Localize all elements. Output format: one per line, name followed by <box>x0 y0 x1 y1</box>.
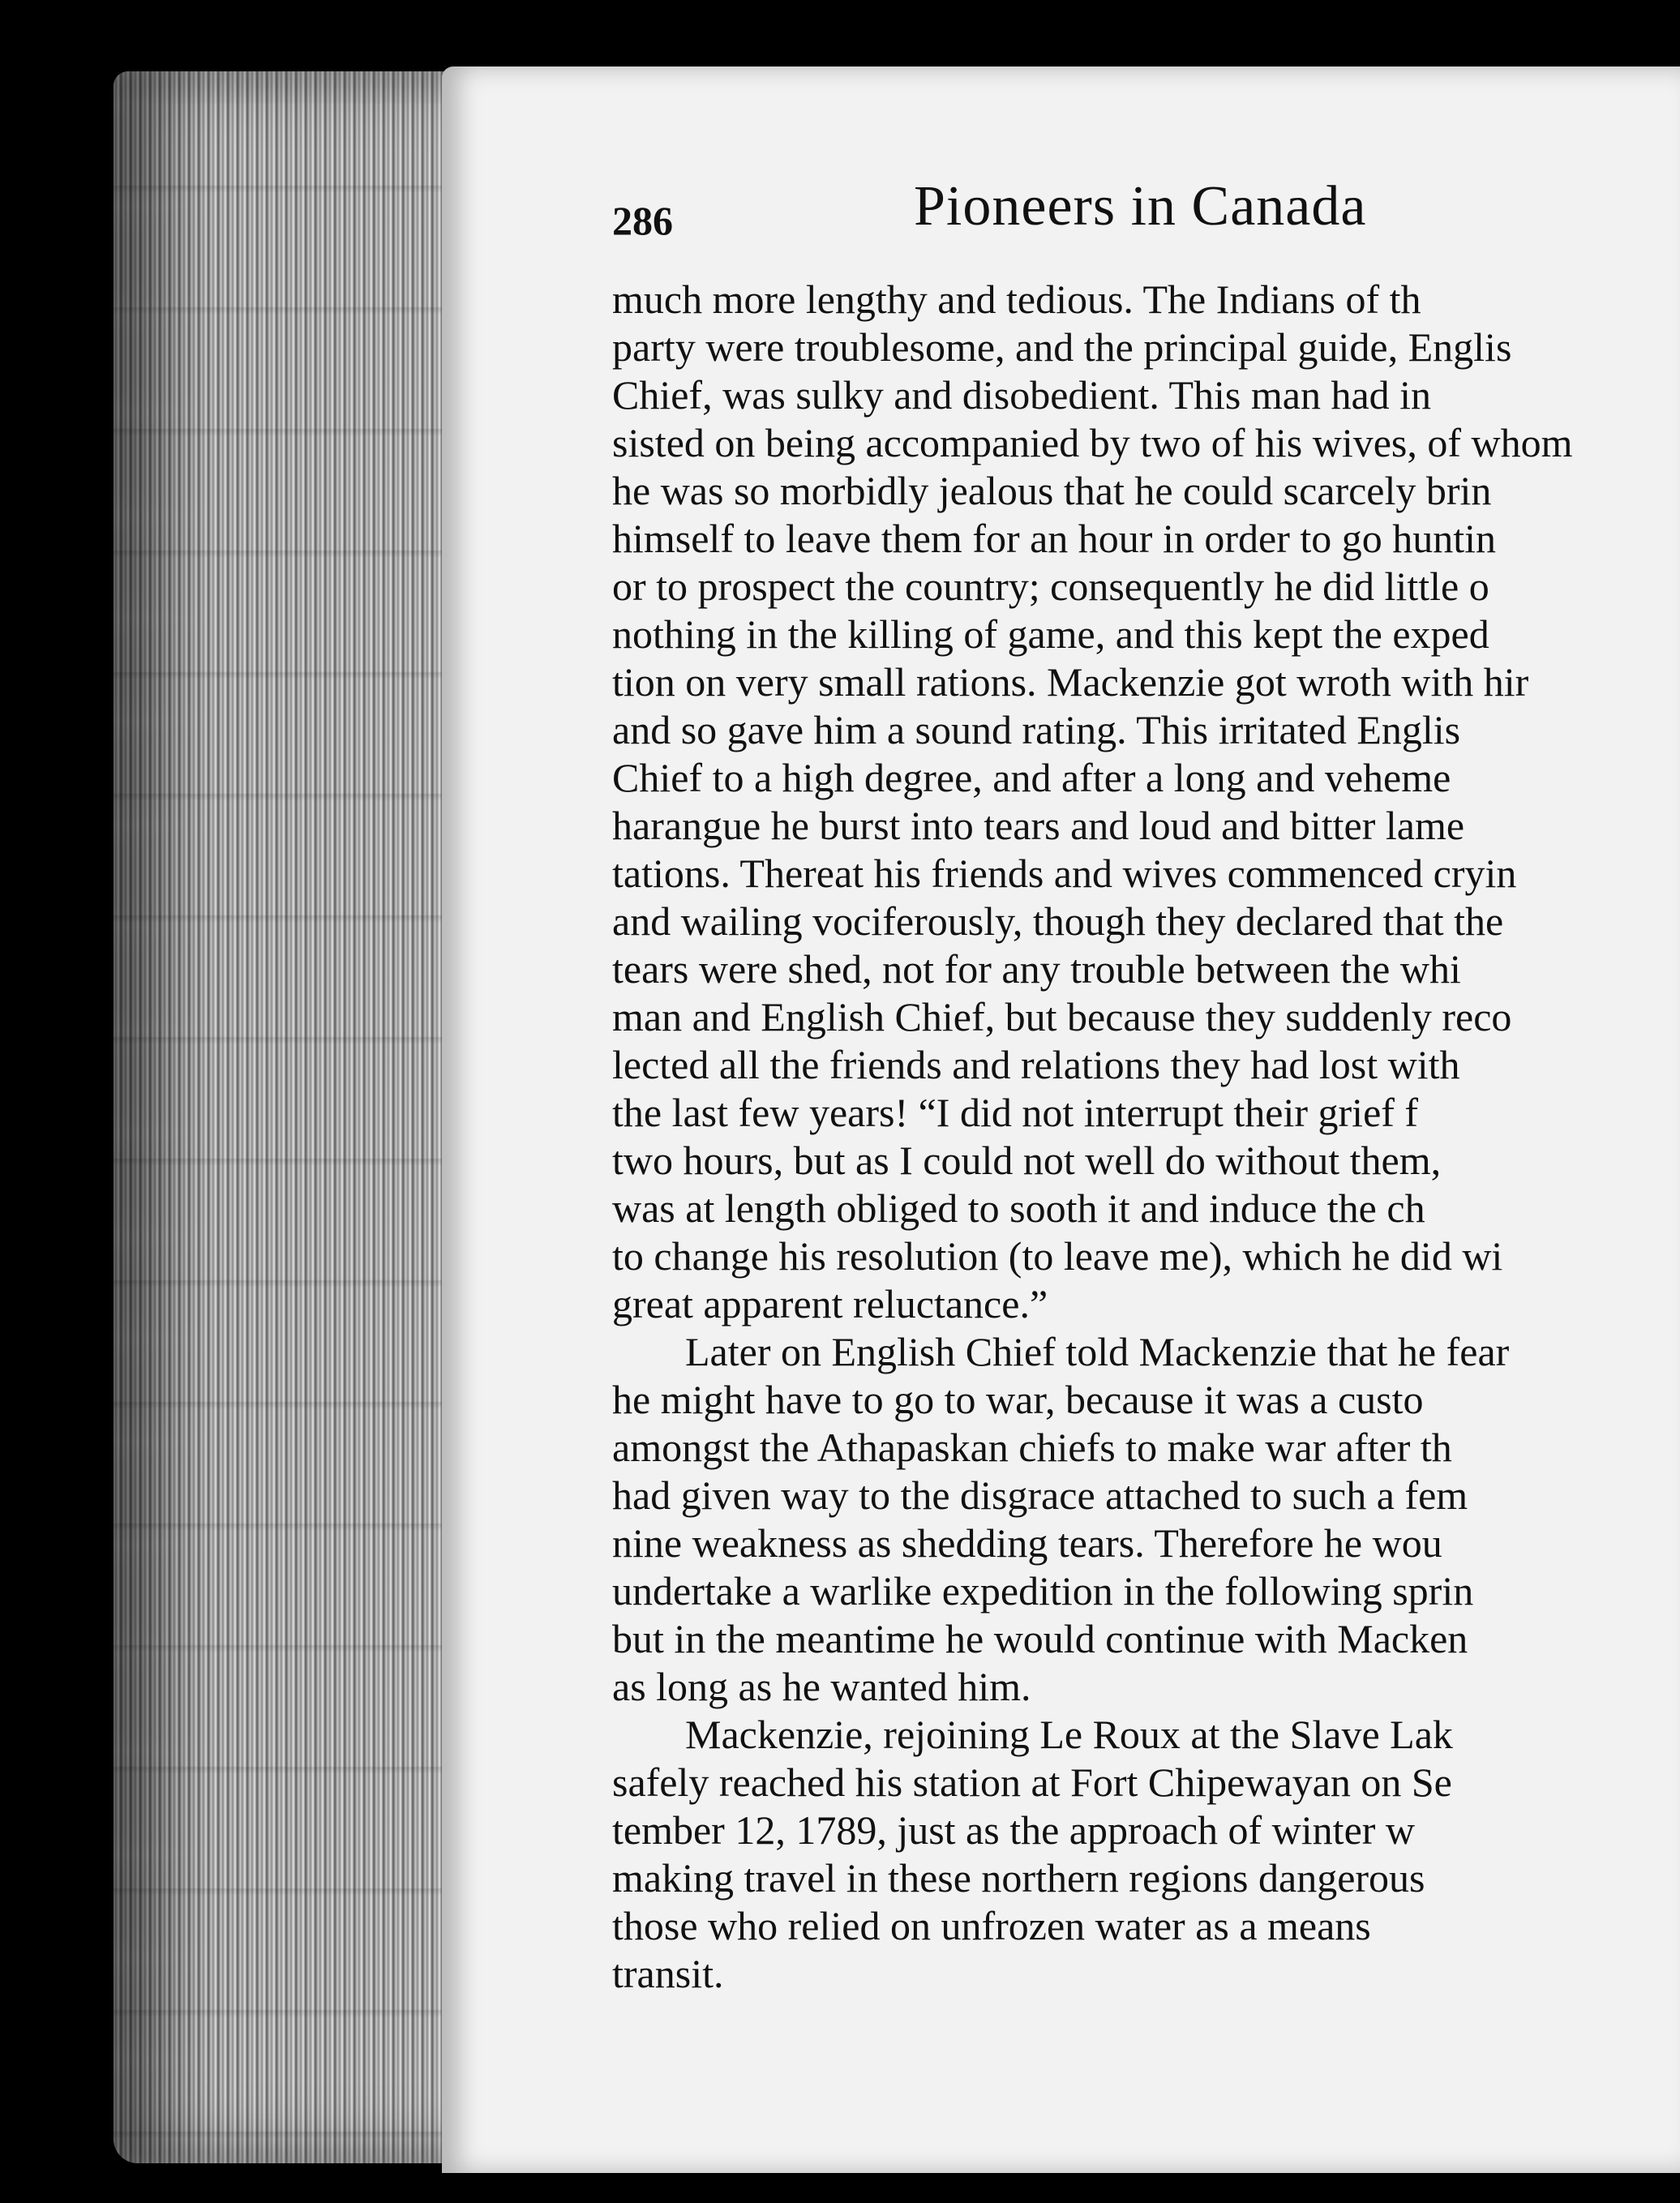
text-line: to change his resolution (to leave me), which he did wi <box>612 1233 1503 1279</box>
text-line: tations. Thereat his friends and wives commenced cryin <box>612 851 1517 896</box>
text-line: those who relied on unfrozen water as a means <box>612 1903 1371 1948</box>
text-line: nine weakness as shedding tears. Therefore he wou <box>612 1520 1442 1566</box>
text-line: much more lengthy and tedious. The Indians of th <box>612 276 1421 322</box>
text-line: but in the meantime he would continue with Macken <box>612 1616 1468 1661</box>
text-line: as long as he wanted him. <box>612 1664 1031 1709</box>
text-line: was at length obliged to sooth it and induce the ch <box>612 1185 1425 1231</box>
text-line: nothing in the killing of game, and this kept the exped <box>612 611 1489 657</box>
body-text <box>612 276 1680 2059</box>
text-line: sisted on being accompanied by two of his wives, of whom <box>612 420 1573 465</box>
text-line: great apparent reluctance.” <box>612 1281 1048 1327</box>
text-line: amongst the Athapaskan chiefs to make war after th <box>612 1425 1452 1470</box>
page-header <box>612 174 1680 247</box>
page-number: 286 <box>612 198 673 243</box>
text-line: tears were shed, not for any trouble between the whi <box>612 946 1461 992</box>
text-line: lected all the friends and relations they had lost with <box>612 1042 1460 1087</box>
page-edges <box>114 71 454 2163</box>
text-line: Later on English Chief told Mackenzie that he fear <box>685 1329 1510 1374</box>
text-line: he was so morbidly jealous that he could scarcely brin <box>612 468 1492 513</box>
text-line: safely reached his station at Fort Chipewayan on Se <box>612 1759 1452 1805</box>
text-line: party were troublesome, and the principal guide, Englis <box>612 324 1512 370</box>
text-line: Chief, was sulky and disobedient. This man had in <box>612 372 1432 418</box>
text-line: making travel in these northern regions dangerous <box>612 1855 1425 1901</box>
text-line: and wailing vociferously, though they declared that the <box>612 898 1504 944</box>
text-line: the last few years! “I did not interrupt their grief f <box>612 1090 1419 1135</box>
text-line: himself to leave them for an hour in order to go huntin <box>612 516 1497 561</box>
text-line: he might have to go to war, because it was a custo <box>612 1377 1424 1422</box>
text-line: Chief to a high degree, and after a long and veheme <box>612 755 1451 800</box>
text-line: tember 12, 1789, just as the approach of winter w <box>612 1807 1416 1853</box>
running-title: Pioneers in Canada <box>914 175 1367 238</box>
text-line: undertake a warlike expedition in the following sprin <box>612 1568 1474 1614</box>
text-line: and so gave him a sound rating. This irritated Englis <box>612 707 1461 752</box>
text-line: transit. <box>612 1951 724 1996</box>
text-line: had given way to the disgrace attached to such a fem <box>612 1472 1468 1518</box>
text-line: Mackenzie, rejoining Le Roux at the Slave Lak <box>685 1712 1453 1757</box>
text-line: man and English Chief, but because they suddenly reco <box>612 994 1512 1039</box>
text-line: two hours, but as I could not well do without them, <box>612 1138 1442 1183</box>
text-line: or to prospect the country; consequently he did little o <box>612 564 1489 609</box>
text-line: harangue he burst into tears and loud and bitter lame <box>612 803 1465 848</box>
text-line: tion on very small rations. Mackenzie got wroth with hir <box>612 659 1529 705</box>
